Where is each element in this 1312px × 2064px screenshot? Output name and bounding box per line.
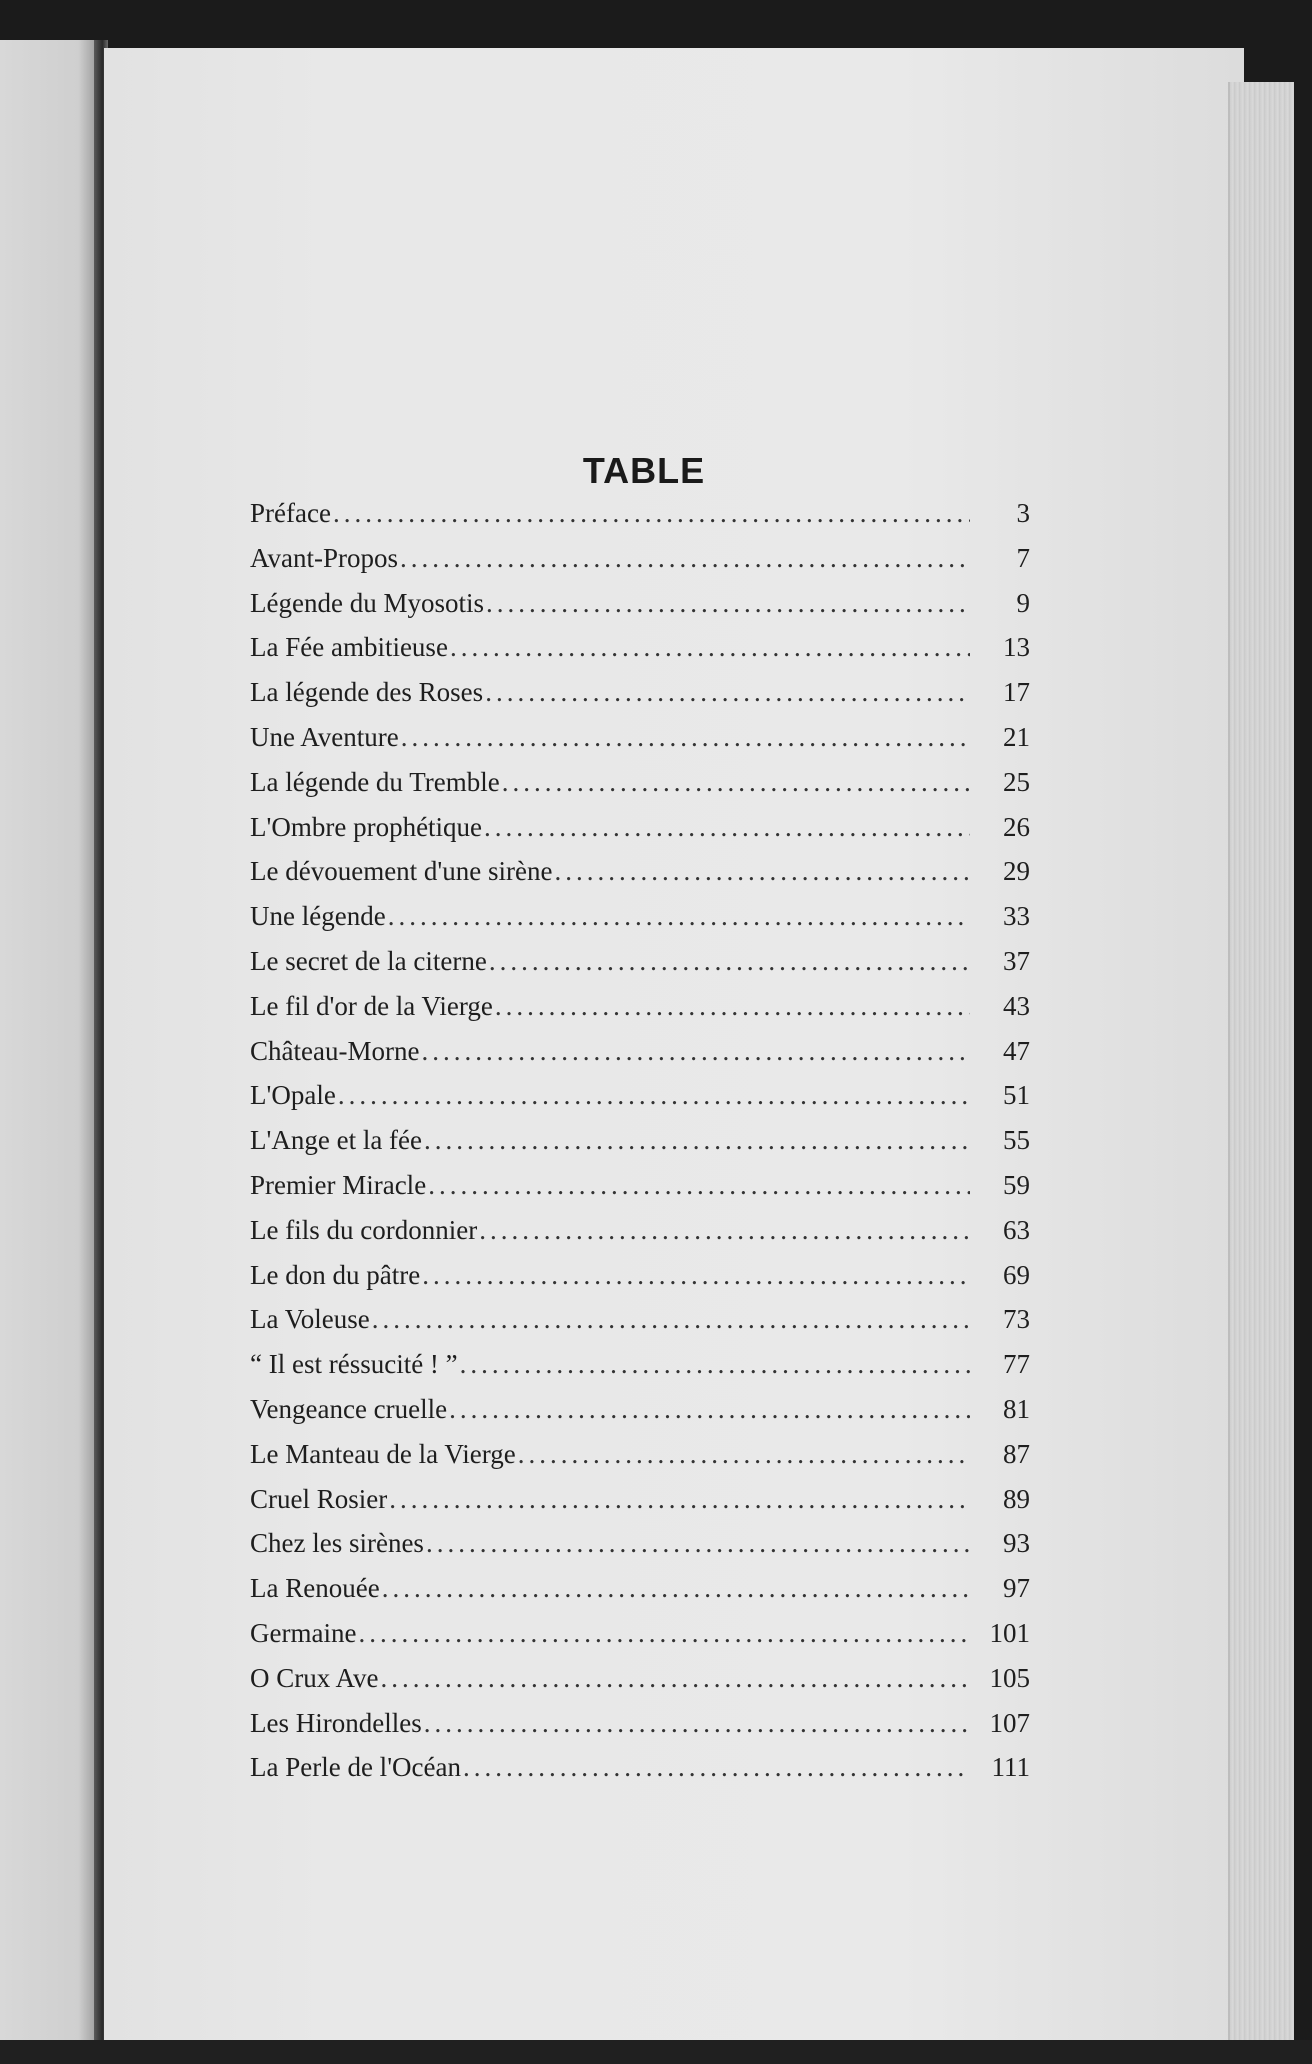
toc-entry: [250, 812, 1030, 857]
toc-entry: [250, 1036, 1030, 1081]
dot-leader: [518, 1439, 970, 1470]
dot-leader: [400, 543, 970, 574]
toc-entry-page-number: 3: [1016, 498, 1030, 528]
toc-entry: [250, 1484, 1030, 1529]
toc-entry-title: Avant-Propos: [250, 542, 398, 573]
toc-entry-title: La Fée ambitieuse: [250, 632, 448, 663]
toc-entry-title: Le Manteau de la Vierge: [250, 1438, 516, 1469]
toc-entry-page-number: 105: [989, 1662, 1030, 1693]
toc-entry: [250, 946, 1030, 991]
dot-leader: [401, 722, 970, 753]
dot-leader: [484, 812, 970, 843]
toc-entry-page-number: 69: [1003, 1259, 1030, 1290]
dot-leader: [389, 1484, 970, 1515]
page-title: TABLE: [582, 450, 706, 491]
scan-bottom-border: [0, 2040, 1312, 2064]
toc-entry: [250, 991, 1030, 1036]
toc-entry-page-number: 59: [1003, 1169, 1030, 1200]
dot-leader: [422, 1260, 970, 1291]
toc-entry: [250, 1528, 1030, 1573]
dot-leader: [426, 1528, 970, 1559]
dot-leader: [338, 1080, 970, 1111]
toc-entry-title: La Perle de l'Océan: [250, 1752, 462, 1783]
toc-entry: [250, 632, 1030, 677]
toc-entry: [250, 1618, 1030, 1663]
toc-entry: [250, 901, 1030, 946]
toc-entry-page-number: 47: [1003, 1035, 1030, 1066]
toc-entry: [250, 1663, 1030, 1708]
toc-entry-title: La légende du Tremble: [250, 766, 500, 797]
toc-entry: [250, 677, 1030, 722]
dot-leader: [358, 1618, 970, 1649]
toc-entry: [250, 1439, 1030, 1484]
dot-leader: [382, 1573, 970, 1604]
dot-leader: [424, 1708, 970, 1739]
toc-entry-title: Cruel Rosier: [250, 1483, 388, 1514]
toc-entry-page-number: 17: [1003, 677, 1030, 708]
toc-entry-page-number: 21: [1003, 721, 1030, 752]
toc-entry-title: L'Ombre prophétique: [250, 811, 483, 842]
toc-entry: [250, 1080, 1030, 1125]
toc-entry-title: Vengeance cruelle: [250, 1393, 448, 1424]
dot-leader: [463, 1752, 970, 1783]
toc-entry-page-number: 97: [1003, 1573, 1030, 1604]
toc-entry-page-number: 77: [1003, 1349, 1030, 1380]
toc-entry-title: Le secret de la citerne: [250, 945, 487, 976]
toc-entry-title: Chez les sirènes: [250, 1528, 424, 1559]
toc-entry-page-number: 107: [989, 1707, 1030, 1738]
toc-entry-page-number: 51: [1003, 1080, 1030, 1111]
dot-leader: [421, 1036, 970, 1067]
toc-entry: [250, 1573, 1030, 1618]
toc-entry-title: La légende des Roses: [250, 677, 484, 708]
toc-entry: [250, 1170, 1030, 1215]
toc-entry-title: Une Aventure: [250, 721, 399, 752]
toc-entry-title: O Crux Ave: [250, 1662, 379, 1693]
toc-entry: [250, 1215, 1030, 1260]
toc-entry-page-number: 73: [1003, 1304, 1030, 1335]
dot-leader: [486, 588, 970, 619]
book-page: [104, 48, 1244, 2040]
toc-entry-title: Premier Miracle: [250, 1169, 427, 1200]
toc-entry: [250, 588, 1030, 633]
toc-entry-page-number: 63: [1003, 1214, 1030, 1245]
dot-leader: [450, 632, 970, 663]
toc-entry: [250, 1125, 1030, 1170]
toc-entry-page-number: 7: [1016, 542, 1030, 573]
dot-leader: [381, 1663, 971, 1694]
toc-entry-page-number: 29: [1003, 856, 1030, 887]
toc-entry-title: L'Opale: [250, 1080, 336, 1111]
toc-entry: [250, 498, 1030, 543]
toc-entry: [250, 856, 1030, 901]
toc-entry: [250, 1349, 1030, 1394]
toc-entry-title: Légende du Myosotis: [250, 587, 484, 618]
toc-entry-title: Le fil d'or de la Vierge: [250, 990, 493, 1021]
dot-leader: [428, 1170, 970, 1201]
toc-entry-page-number: 111: [991, 1752, 1030, 1783]
dot-leader: [333, 498, 970, 529]
dot-leader: [372, 1304, 970, 1335]
dot-leader: [502, 767, 970, 798]
dot-leader: [388, 901, 970, 932]
page-stack-edge: [1228, 82, 1294, 2040]
toc-entry-page-number: 13: [1003, 632, 1030, 663]
toc-entry-page-number: 26: [1003, 811, 1030, 842]
toc-entry-title: La Voleuse: [250, 1304, 370, 1335]
toc-entry: [250, 1304, 1030, 1349]
toc-entry-page-number: 89: [1003, 1483, 1030, 1514]
toc-entry-page-number: 9: [1016, 587, 1030, 618]
dot-leader: [555, 856, 971, 887]
toc-entry-title: Le dévouement d'une sirène: [250, 856, 553, 887]
toc-entry-title: L'Ange et la fée: [250, 1125, 423, 1156]
facing-page-edge: [0, 40, 98, 2040]
dot-leader: [449, 1394, 970, 1425]
toc-entry-page-number: 43: [1003, 990, 1030, 1021]
toc-entry: [250, 1394, 1030, 1439]
toc-entry-page-number: 87: [1003, 1438, 1030, 1469]
toc-entry-title: “ Il est réssucité ! ”: [250, 1349, 458, 1380]
toc-entry-title: Le don du pâtre: [250, 1259, 421, 1290]
toc-entry-title: Le fils du cordonnier: [250, 1214, 478, 1245]
toc-entry-title: Germaine: [250, 1617, 357, 1648]
toc-entry: [250, 1260, 1030, 1305]
dot-leader: [460, 1349, 970, 1380]
toc-entry-title: Château-Morne: [250, 1035, 420, 1066]
toc-entry-title: Préface: [250, 498, 331, 528]
dot-leader: [424, 1125, 970, 1156]
toc-entry: [250, 767, 1030, 812]
dot-leader: [485, 677, 970, 708]
dot-leader: [479, 1215, 970, 1246]
table-of-contents: [250, 498, 1030, 1797]
toc-entry-title: Une légende: [250, 901, 386, 932]
toc-entry: [250, 1752, 1030, 1797]
dot-leader: [495, 991, 970, 1022]
toc-entry-page-number: 25: [1003, 766, 1030, 797]
toc-entry-page-number: 81: [1003, 1393, 1030, 1424]
toc-entry: [250, 543, 1030, 588]
toc-entry-title: La Renouée: [250, 1573, 380, 1604]
toc-entry-page-number: 37: [1003, 945, 1030, 976]
toc-entry: [250, 722, 1030, 767]
toc-entry-page-number: 33: [1003, 901, 1030, 932]
toc-entry-title: Les Hirondelles: [250, 1707, 422, 1738]
dot-leader: [489, 946, 970, 977]
toc-entry-page-number: 93: [1003, 1528, 1030, 1559]
toc-entry: [250, 1708, 1030, 1753]
toc-entry-page-number: 101: [989, 1617, 1030, 1648]
toc-entry-page-number: 55: [1003, 1125, 1030, 1156]
